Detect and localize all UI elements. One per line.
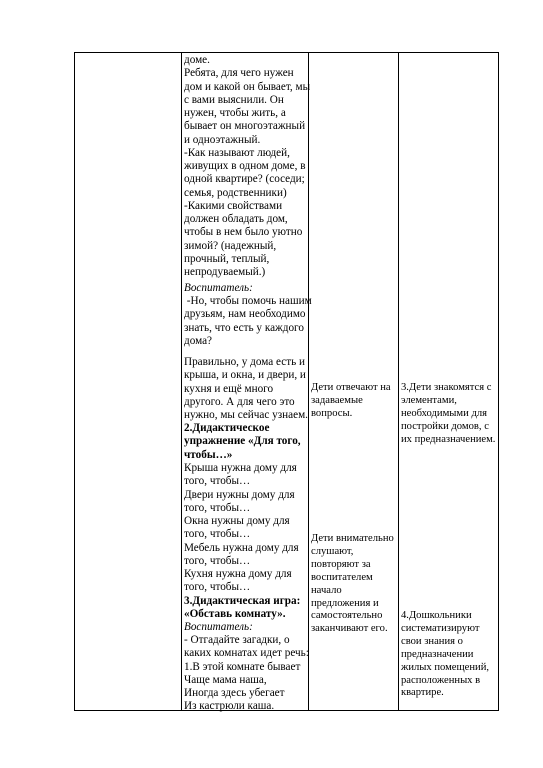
- text-line: с вами выяснили. Он: [184, 93, 284, 106]
- text-line: нужно, мы сейчас узнаем.: [184, 409, 308, 421]
- text-line: квартире.: [401, 687, 444, 699]
- text-line: вопросы.: [311, 407, 353, 419]
- text-line: непродуваемый.): [184, 266, 266, 278]
- text-line: друзьям, нам необходимо: [184, 308, 306, 321]
- text-line: 3.Дидактическая игра:: [184, 595, 301, 607]
- text-line: того, чтобы…: [184, 475, 251, 488]
- teacher-role-label-1: Воспитатель:: [184, 282, 253, 294]
- text-line: бывает он многоэтажный: [184, 120, 306, 133]
- game-heading-3: [184, 595, 300, 622]
- text-line: упражнение «Для того,: [184, 435, 301, 448]
- text-line: 4.Дошкольники: [401, 610, 472, 621]
- text-line: Из кастрюли каша.: [184, 700, 275, 713]
- text-line: Дети внимательно: [311, 533, 394, 544]
- text-line: крыша, и окна, и двери, и: [184, 369, 306, 382]
- teacher-role-label-2: Воспитатель:: [184, 621, 253, 633]
- table-row: [75, 53, 499, 711]
- text-line: семья, родственники): [184, 186, 287, 199]
- text-line: кухня и ещё много: [184, 382, 274, 395]
- text-line: Дети отвечают на: [311, 382, 391, 393]
- lesson-plan-table: [74, 52, 499, 711]
- text-line: того, чтобы…: [184, 581, 251, 594]
- text-line: -Как называют людей,: [184, 146, 290, 159]
- text-line: должен обладать дом,: [184, 213, 288, 225]
- text-line: чтобы…»: [184, 448, 233, 461]
- text-line: предназначении: [401, 648, 474, 660]
- text-line: живущих в одном доме, в: [184, 160, 306, 172]
- text-line: Кухня нужна дому для: [184, 568, 292, 580]
- text-line: дом и какой он бывает, мы: [184, 80, 311, 93]
- text-line: повторяют за: [311, 558, 371, 570]
- table-cell-children-activity: [309, 53, 399, 711]
- text-line: и одноэтажный.: [184, 133, 261, 146]
- text-line: Окна нужны дому для: [184, 515, 290, 527]
- text-line: необходимыми для: [401, 407, 487, 419]
- text-line: их предназначением.: [401, 433, 496, 445]
- text-line: того, чтобы…: [184, 554, 251, 567]
- teacher-text-block-3: [184, 356, 308, 422]
- result-text-block-2: [401, 610, 489, 700]
- text-line: Крыша нужна дому для: [184, 462, 297, 474]
- children-text-block-1: [311, 382, 391, 421]
- text-line: чтобы в нем было уютно: [184, 226, 303, 239]
- text-line: задаваемые: [311, 394, 363, 406]
- text-line: 1.В этой комнате бывает: [184, 660, 301, 673]
- text-line: «Обставь комнату».: [184, 608, 286, 621]
- text-line: одной квартире? (соседи;: [184, 173, 305, 186]
- text-line: постройки домов, с: [401, 420, 489, 432]
- text-line: свои знания о: [401, 635, 463, 647]
- text-line: воспитателем: [311, 571, 373, 583]
- text-line: Мебель нужна дому для: [184, 541, 299, 554]
- text-line: того, чтобы…: [184, 528, 251, 541]
- table-cell-teacher-activity: [182, 53, 312, 713]
- text-line: каких комнатах идет речь:: [184, 647, 309, 660]
- text-line: -Какими свойствами: [184, 199, 283, 212]
- text-line: Двери нужны дому для: [184, 488, 295, 501]
- teacher-text-block-4: [184, 462, 299, 595]
- children-text-block-2: [311, 533, 394, 636]
- text-line: нужен, чтобы жить, а: [184, 107, 286, 119]
- text-line: элементами,: [401, 394, 457, 406]
- teacher-text-block-1: [184, 54, 310, 279]
- exercise-heading-2: [184, 422, 301, 462]
- text-line: начало: [311, 584, 342, 596]
- text-line: Правильно, у дома есть и: [184, 356, 305, 368]
- text-line: Чаще мама наша,: [184, 673, 267, 686]
- table-cell-result: [399, 53, 499, 711]
- text-line: 2.Дидактическое: [184, 422, 270, 434]
- result-text-block-1: [401, 382, 495, 447]
- teacher-text-block-2: [184, 295, 312, 348]
- text-line: слушают,: [311, 545, 354, 557]
- text-line: -Но, чтобы помочь нашим: [184, 295, 312, 307]
- text-line: систематизируют: [401, 622, 480, 634]
- text-line: зимой? (надежный,: [184, 239, 277, 252]
- text-line: предложения и: [311, 597, 379, 609]
- text-line: знать, что есть у каждого: [184, 321, 304, 334]
- text-line: доме.: [184, 54, 210, 66]
- text-line: дома?: [184, 334, 213, 347]
- text-line: жилых помещений,: [401, 661, 490, 673]
- text-line: Ребята, для чего нужен: [184, 67, 294, 80]
- teacher-text-block-5: [184, 634, 309, 714]
- text-line: прочный, теплый,: [184, 252, 270, 265]
- text-line: другого. А для чего это: [184, 395, 295, 408]
- text-line: 3.Дети знакомятся с: [401, 382, 492, 393]
- text-line: того, чтобы…: [184, 501, 251, 514]
- text-line: заканчивают его.: [311, 623, 388, 635]
- text-line: - Отгадайте загадки, о: [184, 634, 290, 646]
- text-line: Иногда здесь убегает: [184, 687, 285, 699]
- text-line: самостоятельно: [311, 610, 383, 622]
- table-cell-stage: [75, 53, 182, 711]
- text-line: расположенных в: [401, 674, 481, 686]
